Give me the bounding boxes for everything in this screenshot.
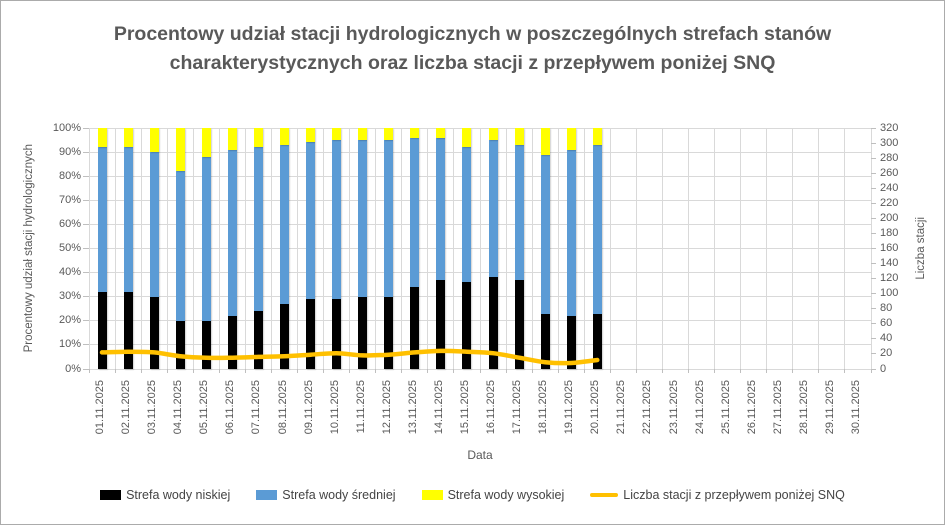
x-axis-tick bbox=[349, 369, 350, 373]
x-axis-date-label: 28.11.2025 bbox=[797, 380, 810, 435]
left-axis-tick-label: 80% bbox=[58, 169, 81, 182]
x-axis-date-label: 23.11.2025 bbox=[667, 380, 680, 435]
x-axis-date-label: 11.11.2025 bbox=[354, 380, 367, 434]
x-axis-tick bbox=[375, 369, 376, 373]
x-axis-date-label: 12.11.2025 bbox=[380, 380, 393, 435]
legend-label: Liczba stacji z przepływem poniżej SNQ bbox=[623, 488, 845, 502]
x-axis-tick bbox=[193, 369, 194, 373]
x-axis-tick bbox=[818, 369, 819, 373]
snq-line-layer bbox=[89, 128, 871, 369]
x-axis-tick bbox=[141, 369, 142, 373]
x-axis-date-label: 22.11.2025 bbox=[641, 380, 654, 435]
x-axis-tick bbox=[506, 369, 507, 373]
legend-item-mid-water bbox=[256, 488, 395, 502]
x-axis-date-label: 10.11.2025 bbox=[328, 380, 341, 435]
left-axis-tick-label: 60% bbox=[58, 217, 81, 230]
right-axis-tick bbox=[871, 173, 876, 174]
x-axis-tick bbox=[167, 369, 168, 373]
legend bbox=[1, 488, 944, 502]
x-axis-tick bbox=[271, 369, 272, 373]
legend-label: Strefa wody niskiej bbox=[126, 488, 231, 502]
x-axis-tick bbox=[792, 369, 793, 373]
x-axis-tick bbox=[584, 369, 585, 373]
right-axis-tick bbox=[871, 248, 876, 249]
left-axis-title: Procentowy udział stacji hydrologicznych bbox=[23, 144, 35, 353]
x-axis-date-label: 30.11.2025 bbox=[849, 380, 862, 435]
right-axis-tick-label: 0 bbox=[880, 362, 887, 375]
right-axis-tick bbox=[871, 293, 876, 294]
right-axis-tick-label: 120 bbox=[880, 272, 899, 285]
mid-water-swatch-icon bbox=[256, 490, 277, 500]
x-axis-tick bbox=[714, 369, 715, 373]
snq-line-swatch-icon bbox=[590, 493, 618, 498]
x-axis-date-label: 13.11.2025 bbox=[406, 380, 419, 435]
right-axis-tick bbox=[871, 278, 876, 279]
left-axis-tick-label: 0% bbox=[65, 362, 81, 375]
x-axis-tick bbox=[610, 369, 611, 373]
x-axis-tick bbox=[297, 369, 298, 373]
right-axis-tick bbox=[871, 233, 876, 234]
right-axis-tick bbox=[871, 218, 876, 219]
left-axis-tick-label: 10% bbox=[58, 338, 81, 351]
x-axis-date-label: 20.11.2025 bbox=[589, 380, 602, 435]
right-axis-tick-label: 260 bbox=[880, 166, 899, 179]
right-axis-tick bbox=[871, 338, 876, 339]
x-axis-date-label: 04.11.2025 bbox=[172, 380, 185, 435]
right-axis-tick-label: 160 bbox=[880, 242, 899, 254]
right-axis-tick bbox=[871, 143, 876, 144]
right-axis-tick-label: 100 bbox=[880, 287, 899, 300]
right-axis-tick bbox=[871, 353, 876, 354]
x-axis-date-label: 29.11.2025 bbox=[823, 380, 836, 435]
right-axis-tick-label: 60 bbox=[880, 317, 893, 330]
legend-item-snq-line bbox=[590, 488, 845, 502]
left-axis-tick-label: 40% bbox=[58, 266, 81, 279]
x-axis-date-label: 24.11.2025 bbox=[693, 380, 706, 435]
x-axis-date-label: 21.11.2025 bbox=[615, 380, 628, 435]
legend-label: Strefa wody średniej bbox=[282, 488, 396, 502]
x-axis-date-label: 03.11.2025 bbox=[146, 380, 159, 435]
right-axis-tick-label: 300 bbox=[880, 136, 899, 149]
x-axis-tick bbox=[766, 369, 767, 373]
right-axis-tick-label: 200 bbox=[880, 211, 899, 224]
x-axis-date-label: 17.11.2025 bbox=[511, 380, 524, 435]
right-axis-tick bbox=[871, 128, 876, 129]
legend-item-high-water bbox=[422, 488, 565, 502]
x-axis-tick bbox=[219, 369, 220, 373]
right-axis-tick bbox=[871, 188, 876, 189]
x-axis-tick bbox=[844, 369, 845, 373]
low-water-swatch-icon bbox=[100, 490, 121, 500]
x-axis-tick bbox=[427, 369, 428, 373]
x-axis-date-label: 05.11.2025 bbox=[198, 380, 211, 435]
right-axis-tick bbox=[871, 263, 876, 264]
right-axis-tick bbox=[871, 323, 876, 324]
right-axis-tick-label: 220 bbox=[880, 196, 899, 209]
right-axis-tick bbox=[871, 369, 876, 370]
x-axis-date-label: 06.11.2025 bbox=[224, 380, 237, 435]
high-water-swatch-icon bbox=[422, 490, 443, 500]
right-axis-tick bbox=[871, 203, 876, 204]
plot-area bbox=[89, 128, 871, 369]
x-axis-date-label: 26.11.2025 bbox=[745, 380, 758, 435]
right-axis-title: Liczba stacji bbox=[915, 217, 927, 280]
left-axis-tick-label: 30% bbox=[58, 290, 81, 303]
right-axis-tick-label: 240 bbox=[880, 181, 899, 194]
right-axis-tick-label: 80 bbox=[880, 302, 893, 315]
right-axis-tick-label: 180 bbox=[880, 226, 899, 239]
right-axis-tick-label: 20 bbox=[880, 347, 893, 360]
x-axis-title: Data bbox=[467, 448, 493, 462]
x-axis-date-label: 09.11.2025 bbox=[302, 380, 315, 435]
x-axis-tick bbox=[245, 369, 246, 373]
x-axis-date-label: 19.11.2025 bbox=[563, 380, 576, 435]
x-axis-tick bbox=[558, 369, 559, 373]
right-axis-tick-label: 280 bbox=[880, 151, 899, 164]
x-axis-date-label: 25.11.2025 bbox=[719, 380, 732, 435]
x-axis-tick bbox=[401, 369, 402, 373]
chart-title: Procentowy udział stacji hydrologicznych w poszczególnych strefach stanów charakterystycznych oraz liczba stacji z przepływem poniżej SNQ bbox=[113, 23, 832, 75]
x-axis-tick bbox=[480, 369, 481, 373]
right-axis-title-wrap bbox=[913, 128, 929, 369]
x-axis-tick bbox=[636, 369, 637, 373]
x-axis-tick bbox=[115, 369, 116, 373]
right-axis-tick-label: 320 bbox=[880, 121, 899, 134]
x-axis-date-label: 16.11.2025 bbox=[485, 380, 498, 435]
x-axis-tick bbox=[89, 369, 90, 373]
legend-item-low-water bbox=[100, 488, 230, 502]
x-axis-tick bbox=[871, 369, 872, 373]
x-axis-tick bbox=[532, 369, 533, 373]
x-axis-tick bbox=[323, 369, 324, 373]
x-axis-date-label: 18.11.2025 bbox=[537, 380, 550, 435]
left-axis-tick-label: 20% bbox=[58, 314, 81, 327]
x-axis-tick bbox=[740, 369, 741, 373]
left-axis-tick-label: 70% bbox=[58, 193, 81, 206]
x-axis-date-label: 15.11.2025 bbox=[458, 380, 471, 435]
snq-line bbox=[102, 351, 597, 363]
x-axis-date-label: 08.11.2025 bbox=[276, 380, 289, 435]
x-axis-tick bbox=[453, 369, 454, 373]
x-axis-date-label: 02.11.2025 bbox=[120, 380, 133, 435]
right-axis-tick-label: 140 bbox=[880, 257, 899, 270]
right-axis-tick-label: 40 bbox=[880, 332, 893, 345]
left-axis-tick-label: 100% bbox=[52, 121, 81, 134]
left-axis-tick-label: 90% bbox=[58, 145, 81, 158]
x-axis-date-label: 27.11.2025 bbox=[771, 380, 784, 435]
left-axis-tick-label: 50% bbox=[58, 242, 81, 254]
x-axis-tick bbox=[662, 369, 663, 373]
right-axis-tick bbox=[871, 308, 876, 309]
x-axis-date-label: 01.11.2025 bbox=[94, 380, 107, 435]
x-axis-date-label: 07.11.2025 bbox=[250, 380, 263, 435]
x-axis-tick bbox=[688, 369, 689, 373]
legend-label: Strefa wody wysokiej bbox=[447, 488, 565, 502]
right-axis-tick bbox=[871, 158, 876, 159]
x-axis-date-label: 14.11.2025 bbox=[432, 380, 445, 435]
